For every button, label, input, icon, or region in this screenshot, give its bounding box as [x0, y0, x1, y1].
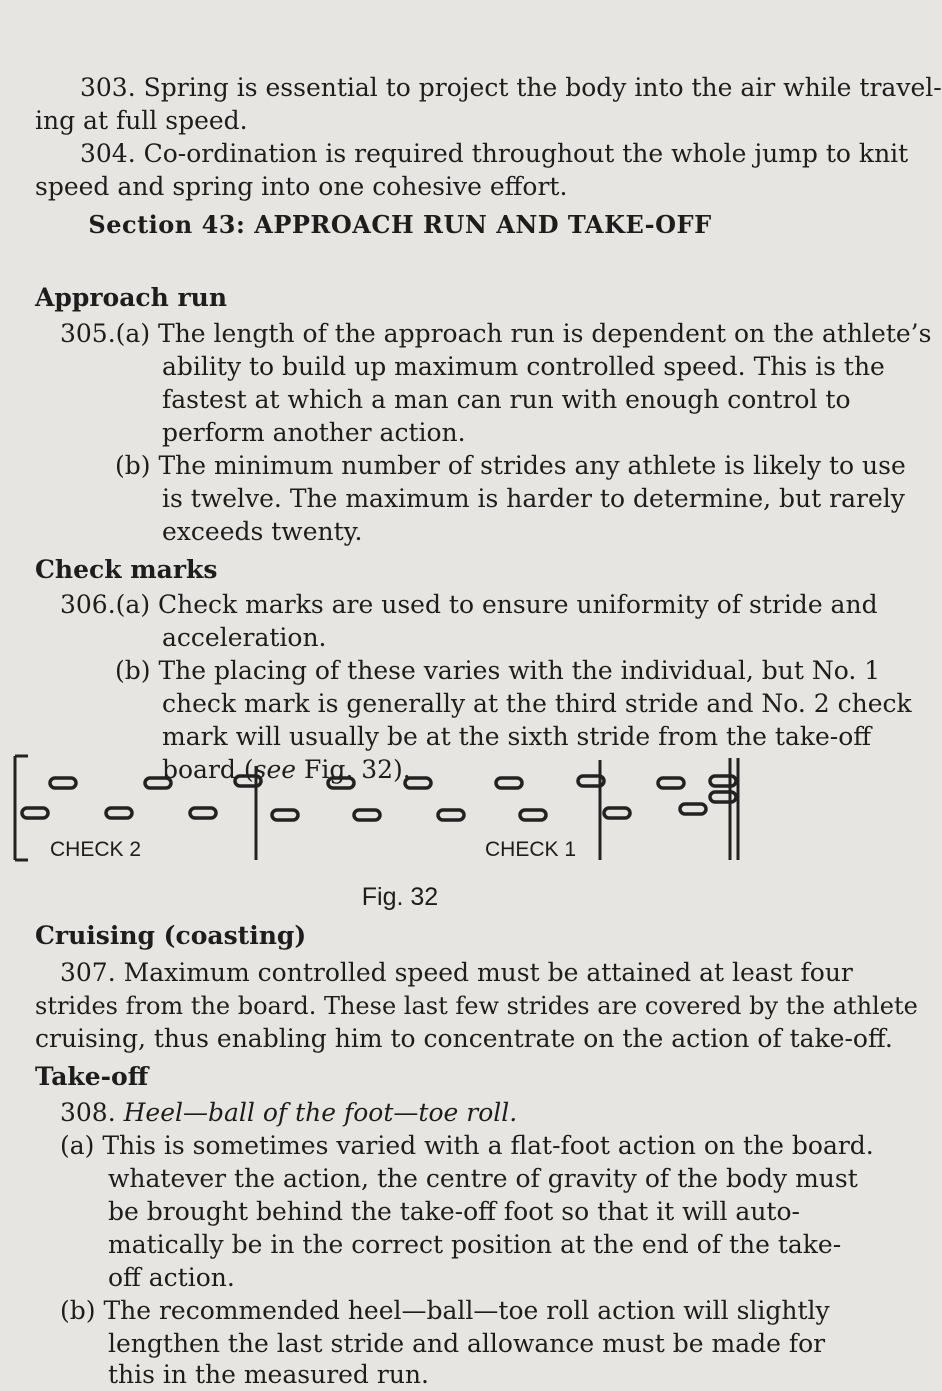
footprint	[438, 810, 464, 820]
footprint	[604, 808, 630, 818]
para-305b-line-3: exceeds twenty.	[162, 517, 363, 546]
footprint	[710, 792, 736, 802]
para-305a-line-4: perform another action.	[162, 418, 466, 447]
para-308a-line-5: off action.	[108, 1263, 235, 1292]
para-303-line-1: 303. Spring is essential to project the body into the air while travel-	[80, 73, 942, 102]
footprint	[354, 810, 380, 820]
para-305b-line-1: (b) The minimum number of strides any athlete is likely to use	[115, 451, 906, 480]
para-308b-line-1: (b) The recommended heel—ball—toe roll action will slightly	[60, 1296, 830, 1325]
takeoff-heading: Take-off	[35, 1062, 149, 1091]
para-308-title: 308. Heel—ball of the foot—toe roll.	[60, 1098, 518, 1127]
footprint	[680, 804, 706, 814]
footprint	[272, 810, 298, 820]
approach-heading: Approach run	[35, 283, 228, 312]
footprint	[710, 776, 736, 786]
para-305b-line-2: is twelve. The maximum is harder to determine, but rarely	[162, 484, 905, 513]
footprint	[405, 778, 431, 788]
footprint	[106, 808, 132, 818]
footprint	[496, 778, 522, 788]
para-308b-line-3: this in the measured run.	[108, 1360, 429, 1389]
para-306a-line-2: acceleration.	[162, 623, 327, 652]
footprints	[22, 776, 736, 820]
para-306a-line-1: 306.(a) Check marks are used to ensure uniformity of stride and	[60, 590, 878, 619]
para-305a-line-1: 305.(a) The length of the approach run is dependent on the athlete’s	[60, 319, 932, 348]
para-306b-line-2: check mark is generally at the third stride and No. 2 check	[162, 689, 912, 718]
footprint	[190, 808, 216, 818]
para-305a-line-3: fastest at which a man can run with enough control to	[162, 385, 851, 414]
para-306b-line-1: (b) The placing of these varies with the individual, but No. 1	[115, 656, 881, 685]
footprint	[22, 808, 48, 818]
para-308a-line-4: matically be in the correct position at the end of the take-	[108, 1230, 842, 1259]
footprint	[145, 778, 171, 788]
footprint	[658, 778, 684, 788]
para-308b-line-2: lengthen the last stride and allowance must be made for	[108, 1329, 826, 1358]
para-308a-line-1: (a) This is sometimes varied with a flat-foot action on the board.	[60, 1131, 874, 1160]
para-307-line-2: strides from the board. These last few strides are covered by the athlete	[35, 992, 918, 1020]
para-306b-line-4: board (see Fig. 32).	[162, 755, 411, 784]
footprint	[520, 810, 546, 820]
para-304-line-2: speed and spring into one cohesive effort.	[35, 172, 568, 201]
para-308a-line-3: be brought behind the take-off foot so that it will auto-	[108, 1197, 800, 1226]
section-title: Section 43: APPROACH RUN AND TAKE-OFF	[88, 210, 712, 239]
footprint	[328, 778, 354, 788]
check-1-label: CHECK 1	[485, 838, 577, 861]
figure-32	[10, 688, 790, 868]
para-307-line-1: 307. Maximum controlled speed must be attained at least four	[60, 958, 853, 987]
check-2-label: CHECK 2	[50, 838, 142, 861]
figure-caption: Fig. 32	[361, 883, 439, 911]
para-307-line-3: cruising, thus enabling him to concentrate on the action of take-off.	[35, 1024, 893, 1053]
para-304-line-1: 304. Co-ordination is required throughout the whole jump to knit	[80, 139, 909, 168]
para-303-line-2: ing at full speed.	[35, 106, 248, 135]
cruising-heading: Cruising (coasting)	[35, 921, 307, 950]
para-305a-line-2: ability to build up maximum controlled speed. This is the	[162, 352, 885, 381]
check-heading: Check marks	[35, 555, 218, 584]
para-308a-line-2: whatever the action, the centre of gravity of the body must	[108, 1164, 858, 1193]
footprint	[50, 778, 76, 788]
para-306b-line-3: mark will usually be at the sixth stride from the take-off	[162, 722, 872, 751]
runway-diagram	[10, 688, 790, 868]
